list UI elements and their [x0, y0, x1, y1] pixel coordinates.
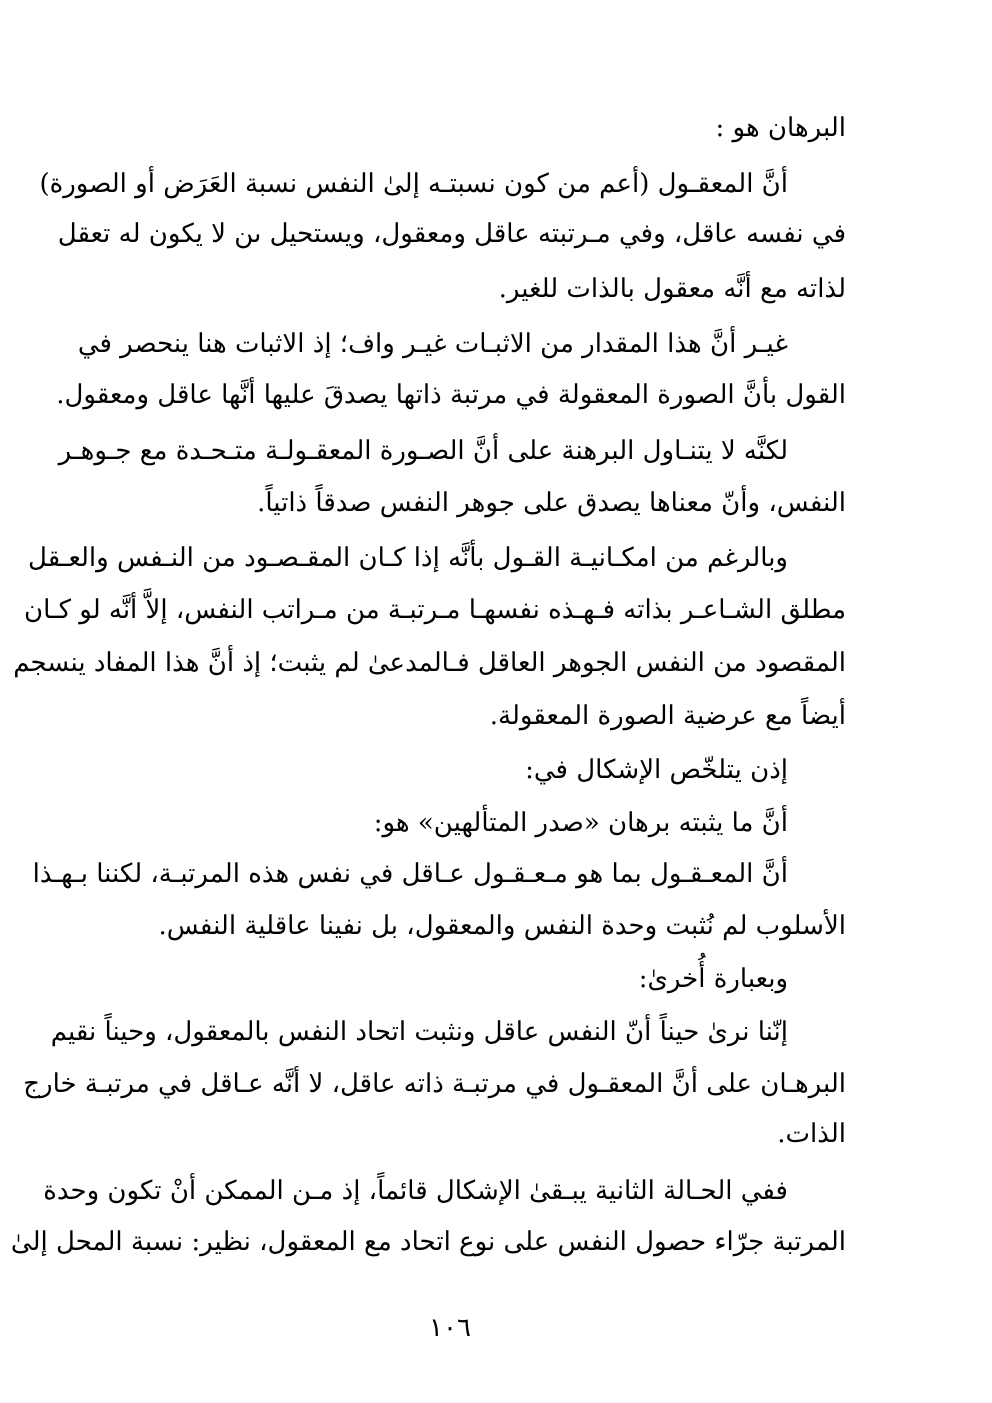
- text-line: القول بأنَّ الصورة المعقولة في مرتبة ذاتها يصدقَ عليها أنَّها عاقل ومعقول.: [56, 380, 846, 410]
- text-line: مطلق الشـاعـر بذاته فـهـذه نفسهـا مـرتبـة من مـراتب النفس، إلاَّ أنَّه لو كـان: [23, 595, 846, 625]
- text-line: المرتبة جرّاء حصول النفس على نوع اتحاد مع المعقول، نظير: نسبة المحل إلىٰ: [10, 1227, 846, 1257]
- text-line: أنَّ المعقـول (أعم من كون نسبتـه إلىٰ النفس نسبة العَرَض أو الصورة): [39, 169, 788, 199]
- text-line: وبالرغم من امكـانيـة القـول بأنَّه إذا كـان المقـصـود من النـفس والعـقل: [28, 543, 788, 573]
- text-line: لكنَّه لا يتنـاول البرهنة على أنَّ الصـورة المعقـولـة متـحـدة مع جـوهـر: [58, 436, 788, 466]
- text-line: لذاته مع أنَّه معقول بالذات للغير.: [498, 274, 846, 304]
- text-line: أيضاً مع عرضية الصورة المعقولة.: [489, 701, 846, 731]
- page-number: ١٠٦: [429, 1313, 471, 1343]
- text-line: أنَّ ما يثبته برهان «صدر المتألهين» هو:: [373, 808, 788, 838]
- text-line: النفس، وأنّ معناها يصدق على جوهر النفس صدقاً ذاتياً.: [257, 488, 846, 518]
- text-line: أنَّ المعـقـول بما هو مـعـقـول عـاقل في نفس هذه المرتبـة، لكننا بـهـذا: [32, 859, 788, 889]
- text-line: الذات.: [777, 1119, 846, 1149]
- text-line: الأسلوب لم نُثبت وحدة النفس والمعقول، بل نفينا عاقلية النفس.: [158, 911, 846, 941]
- text-line: ففي الحـالة الثانية يبـقىٰ الإشكال قائماً، إذ مـن الممكن أنْ تكون وحدة: [43, 1176, 788, 1206]
- text-line: البرهـان على أنَّ المعقـول في مرتبـة ذاته عاقل، لا أنَّه عـاقل في مرتبـة خارج: [23, 1069, 846, 1099]
- text-line: غيـر أنَّ هذا المقدار من الاثبـات غيـر واف؛ إذ الاثبات هنا ينحصر في: [77, 329, 788, 359]
- text-line: إنّنا نرىٰ حيناً أنّ النفس عاقل ونثبت اتحاد النفس بالمعقول، وحيناً نقيم: [50, 1017, 788, 1047]
- text-line: في نفسه عاقل، وفي مـرتبته عاقل ومعقول، ويستحيل ىن لا يكون له تعقل: [57, 219, 846, 249]
- text-line: المقصود من النفس الجوهر العاقل فـالمدعىٰ لم يثبت؛ إذ أنَّ هذا المفاد ينسجم: [13, 648, 846, 678]
- text-line: البرهان هو :: [715, 113, 846, 143]
- text-line: وبعبارة أُخرىٰ:: [638, 964, 788, 994]
- text-line: إذن يتلخّص الإشكال في:: [525, 755, 788, 785]
